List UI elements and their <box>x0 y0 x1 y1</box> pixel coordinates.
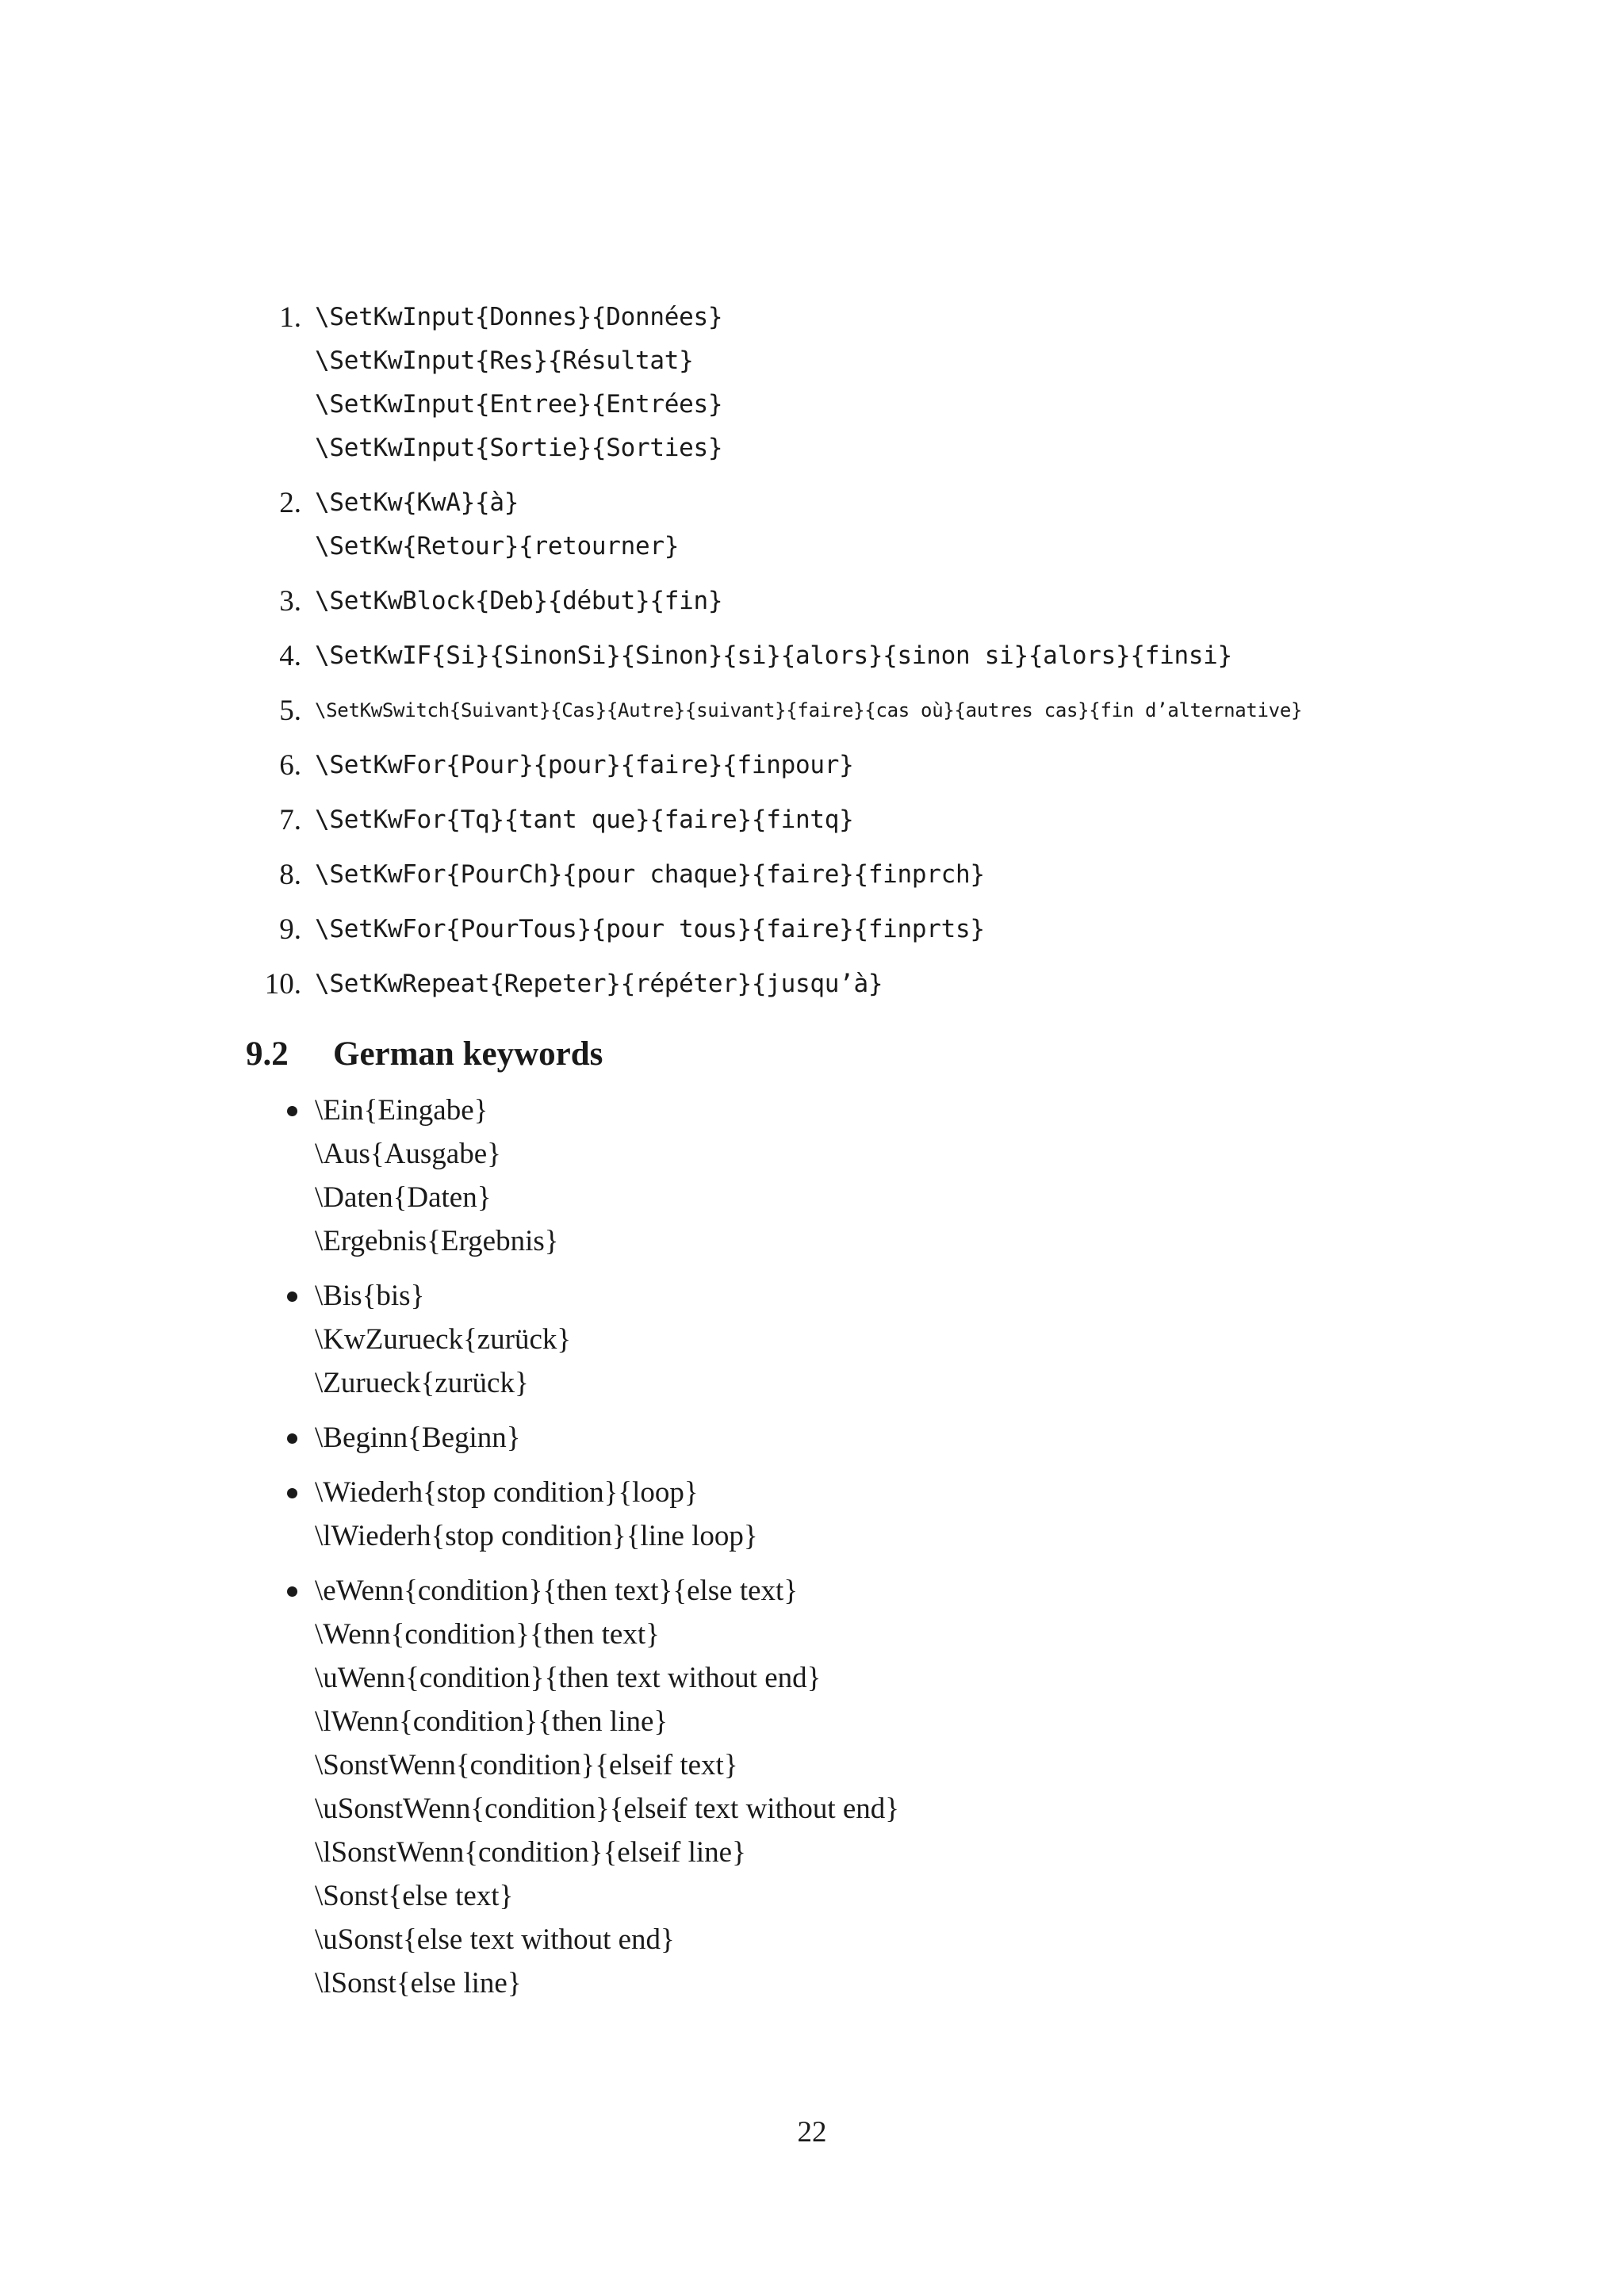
code-line: \SetKwInput{Sortie}{Sorties} <box>315 434 723 462</box>
code-line: \SetKwIF{Si}{SinonSi}{Sinon}{si}{alors}{sinon si}{alors}{finsi} <box>315 641 1232 670</box>
macro-line: \KwZurueck{zurück} <box>315 1323 572 1356</box>
macro-line: \Bis{bis} <box>315 1280 425 1312</box>
list-item <box>0 1274 1624 1405</box>
macro-line: \Daten{Daten} <box>315 1181 492 1214</box>
code-line: \SetKwRepeat{Repeter}{répéter}{jusqu’à} <box>315 970 883 998</box>
code-line: \SetKwInput{Res}{Résultat} <box>315 346 694 375</box>
section-number: 9.2 <box>246 1035 289 1073</box>
code-line: \SetKwFor{PourCh}{pour chaque}{faire}{finprch} <box>315 860 985 889</box>
section-title-text: German keywords <box>333 1035 603 1073</box>
section-heading <box>246 1035 603 1073</box>
item-number: 3. <box>279 585 301 618</box>
list-item <box>0 481 1624 568</box>
list-item <box>0 1471 1624 1558</box>
macro-line: \Wenn{condition}{then text} <box>315 1618 660 1651</box>
code-line: \SetKwFor{PourTous}{pour tous}{faire}{finprts} <box>315 915 985 943</box>
list-item <box>0 1416 1624 1460</box>
macro-line: \Beginn{Beginn} <box>315 1422 521 1454</box>
macro-line: \uSonst{else text without end} <box>315 1923 675 1956</box>
macro-line: \lSonst{else line} <box>315 1967 522 1999</box>
code-line: \SetKwFor{Tq}{tant que}{faire}{fintq} <box>315 806 854 834</box>
page-number: 22 <box>797 2116 827 2149</box>
item-number: 1. <box>279 301 301 334</box>
item-number: 6. <box>279 749 301 782</box>
item-number: 9. <box>279 913 301 946</box>
macro-line: \uSonstWenn{condition}{elseif text without end} <box>315 1793 900 1825</box>
code-line: \SetKwFor{Pour}{pour}{faire}{finpour} <box>315 751 854 779</box>
french-keywords-list <box>0 296 1624 1017</box>
code-line: \SetKwInput{Entree}{Entrées} <box>315 390 723 419</box>
code-line: \SetKw{Retour}{retourner} <box>315 532 680 561</box>
item-number: 8. <box>279 859 301 891</box>
bullet-icon <box>287 1433 297 1444</box>
list-item <box>0 580 1624 623</box>
list-item <box>0 962 1624 1006</box>
list-item <box>0 689 1624 733</box>
macro-line: \Zurueck{zurück} <box>315 1367 529 1399</box>
macro-line: \Ein{Eingabe} <box>315 1094 488 1127</box>
code-line: \SetKwInput{Donnes}{Données} <box>315 303 723 331</box>
bullet-icon <box>287 1292 297 1302</box>
macro-line: \SonstWenn{condition}{elseif text} <box>315 1749 738 1781</box>
macro-line: \uWenn{condition}{then text without end} <box>315 1662 822 1694</box>
list-item <box>0 853 1624 897</box>
macro-line: \lWenn{condition}{then line} <box>315 1705 668 1738</box>
item-number: 4. <box>279 640 301 672</box>
item-number: 10. <box>264 968 301 1001</box>
list-item <box>0 798 1624 842</box>
code-line: \SetKw{KwA}{à} <box>315 488 519 517</box>
bullet-icon <box>287 1586 297 1597</box>
macro-line: \lSonstWenn{condition}{elseif line} <box>315 1836 746 1869</box>
macro-line: \Wiederh{stop condition}{loop} <box>315 1476 699 1509</box>
item-number: 7. <box>279 804 301 836</box>
list-item <box>0 634 1624 678</box>
item-number: 5. <box>279 695 301 727</box>
macro-line: \Ergebnis{Ergebnis} <box>315 1225 559 1257</box>
code-line: \SetKwSwitch{Suivant}{Cas}{Autre}{suivant}{faire}{cas où}{autres cas}{fin d’alternative} <box>315 699 1303 721</box>
item-number: 2. <box>279 487 301 519</box>
list-item <box>0 1089 1624 1263</box>
macro-line: \Aus{Ausgabe} <box>315 1138 501 1170</box>
german-keywords-list <box>0 1089 1624 2016</box>
list-item <box>0 296 1624 470</box>
bullet-icon <box>287 1488 297 1498</box>
list-item <box>0 1569 1624 2005</box>
macro-line: \eWenn{condition}{then text}{else text} <box>315 1575 799 1607</box>
code-line: \SetKwBlock{Deb}{début}{fin} <box>315 587 723 615</box>
macro-line: \Sonst{else text} <box>315 1880 514 1912</box>
bullet-icon <box>287 1106 297 1116</box>
list-item <box>0 744 1624 787</box>
list-item <box>0 908 1624 951</box>
macro-line: \lWiederh{stop condition}{line loop} <box>315 1520 758 1552</box>
